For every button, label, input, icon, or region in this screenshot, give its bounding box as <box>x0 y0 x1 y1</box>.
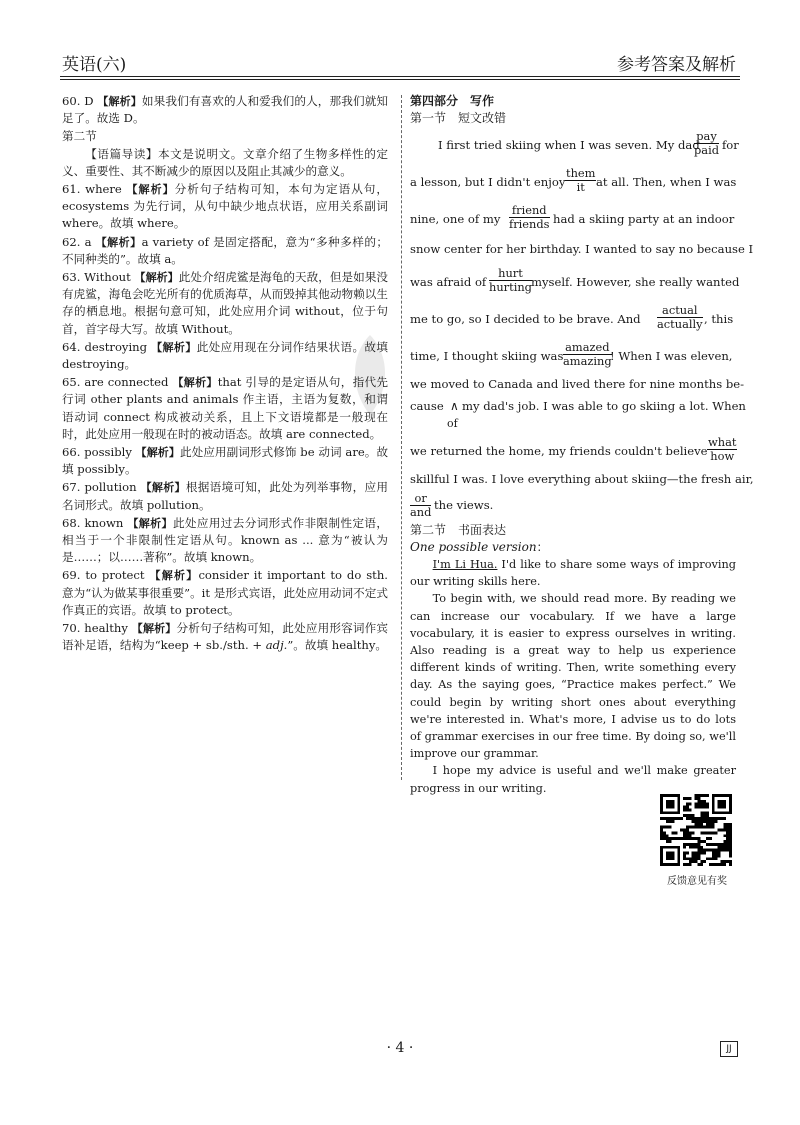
page-badge: JJ <box>720 1041 738 1057</box>
answer-entry <box>62 374 388 443</box>
analysis-tag: 【解析】 <box>127 516 173 530</box>
answer-entry <box>62 269 388 338</box>
correction-mark: what how <box>708 435 737 463</box>
answer-explanation: 此处介绍虎鲨是海龟的天敌，但是如果没有虎鲨，海龟会吃光所有的优质海草，从而毁掉其他动物赖以生存的栖息地。根据句意可知，此处应用介词 without，位于句首，首字母大写。故填 Without。 <box>62 270 389 336</box>
analysis-tag: 【解析】 <box>151 340 197 354</box>
error-correction-passage <box>410 127 754 522</box>
column-divider <box>401 95 402 780</box>
passage-line: we returned the home, my friends couldn't believe what how <box>410 435 737 463</box>
part-title: 第四部分 写作 <box>410 94 495 108</box>
passage-line: snow center for her birthday. I wanted to say no because I <box>410 242 754 256</box>
passage-line: time, I thought skiing was amazed amazing ! When I was eleven, <box>410 340 733 368</box>
sample-essay <box>410 556 736 797</box>
answer-number: 63. Without <box>62 270 131 285</box>
answer-explanation: 分析句子结构可知，此处应用形容词作宾语补足语，结构为“keep + sb./sth. + <box>62 621 388 653</box>
answer-number: 61. where <box>62 182 122 197</box>
answer-explanation: 根据语境可知，此处为列举事物，应用名词形式。故填 pollution。 <box>62 480 389 512</box>
answer-number: 67. pollution <box>62 480 137 495</box>
essay-paragraph: To begin with, we should read more. By reading we can increase our vocabulary. If we have a large vocabulary, it is easier to express ourselves in writing. Also reading is a great way to help us experience different kinds of writing. Then, write something every day. As the saying goes, “Practice makes perfect.” We could begin by writing short ones about everything we're interested in. What's more, I advise us to do lots of grammar exercises in our free time. By doing so, we'll improve our grammar. <box>410 592 736 761</box>
answer-number: 60. D <box>62 94 94 108</box>
answer-number: 69. to protect <box>62 568 145 583</box>
answer-explanation: a variety of 是固定搭配，意为“多种多样的；不同种类的”。故填 a。 <box>62 234 389 266</box>
answer-entry-60 <box>62 93 388 127</box>
page-number: · 4 · <box>386 1040 414 1056</box>
header-subtitle: 参考答案及解析 <box>617 55 736 75</box>
answer-explanation: 分析句子结构可知，本句为定语从句，ecosystems 为先行词，从句中缺少地点状语，应用关系副词 where。故填 where。 <box>62 182 389 231</box>
passage-line: or and the views. <box>410 491 494 519</box>
answer-entry <box>62 234 388 268</box>
answer-number: 65. are connected <box>62 375 169 390</box>
intro-tag: 【语篇导读】 <box>85 146 158 161</box>
passage-line: skillful I was. I love everything about skiing—the fresh air, <box>410 472 754 486</box>
answer-explanation: ”。故填 healthy。 <box>287 638 387 653</box>
qr-caption: 反馈意见有奖 <box>667 876 727 887</box>
answer-explanation: 如果我们有喜欢的人和爱我们的人，那我们就知足了。故选 D。 <box>62 94 389 126</box>
passage-line: nine, one of my friend friends had a skiing party at an indoor <box>410 203 735 231</box>
answer-number: 68. known <box>62 515 124 530</box>
header-rule <box>60 76 740 77</box>
answer-entry <box>62 181 388 233</box>
answer-number: 70. healthy <box>62 621 128 636</box>
correction-mark: them it <box>566 166 596 194</box>
header-rule-thin <box>60 79 740 80</box>
passage-line: a lesson, but I didn't enjoy them it at all. Then, when I was <box>410 166 737 194</box>
version-label: One possible version： <box>410 540 549 554</box>
intro-text: 本文是说明文。文章介绍了生物多样性的定义、重要性、其不断减少的原因以及阻止其减少的意义。 <box>62 146 388 178</box>
answer-number: 64. destroying <box>62 339 148 354</box>
answer-explanation: 此处应用副词形式修饰 be 动词 are。故填 possibly。 <box>62 445 389 477</box>
analysis-tag: 【解析】 <box>140 481 186 495</box>
answer-explanation: adj. <box>265 638 288 653</box>
answer-explanation: 此处应用现在分词作结果状语。故填 destroying。 <box>62 339 388 372</box>
analysis-tag: 【解析】 <box>134 271 179 285</box>
correction-mark: amazed amazing <box>563 340 612 368</box>
section-heading: 第一节 短文改错 <box>410 111 507 125</box>
analysis-tag: 【解析】 <box>95 235 142 249</box>
analysis-tag: 【解析】 <box>97 95 142 108</box>
correction-mark: pay paid <box>694 129 720 157</box>
passage-line: was afraid of hurt hurting myself. However, she really wanted <box>410 266 740 294</box>
analysis-tag: 【解析】 <box>172 376 218 390</box>
answer-list <box>62 181 388 654</box>
header-title: 英语(六) <box>62 55 127 75</box>
analysis-tag: 【解析】 <box>131 622 177 636</box>
answer-number: 66. possibly <box>62 445 132 460</box>
passage-line: I first tried skiing when I was seven. My dad pay paid for <box>438 129 739 157</box>
analysis-tag: 【解析】 <box>126 183 175 197</box>
answer-number: 62. a <box>62 234 92 249</box>
answer-explanation: that 引导的是定语从句，指代先行词 other plants and animals 作主语，主语为复数，和谓语动词 connect 构成被动关系，且上下文语境都是一般现在时，此处应用一般现在时的被动语态。故填 are connected。 <box>62 375 389 441</box>
passage-line: cause ∧ my dad's job. I was able to go skiing a lot. When of <box>410 399 746 430</box>
passage-line: we moved to Canada and lived there for nine months be- <box>410 377 745 391</box>
correction-mark: friend friends <box>509 203 550 231</box>
analysis-tag: 【解析】 <box>149 569 199 583</box>
correction-mark: or and <box>410 491 432 519</box>
answer-column-right <box>410 93 754 797</box>
answer-entry <box>62 567 388 619</box>
essay-paragraph: I hope my advice is useful and we'll make greater progress in our writing. <box>410 764 736 795</box>
answer-entry <box>62 339 388 373</box>
answer-entry <box>62 515 388 567</box>
insertion-caret: ∧ <box>450 399 459 413</box>
analysis-tag: 【解析】 <box>135 446 180 460</box>
answer-entry <box>62 620 388 654</box>
passage-line: me to go, so I decided to be brave. And actual actually , this <box>410 303 734 331</box>
correction-mark: actual actually <box>657 303 703 331</box>
inserted-word: of <box>447 417 458 430</box>
answer-entry <box>62 444 388 478</box>
answer-explanation: 此处应用过去分词形式作非限制性定语，相当于一个非限制性定语从句。known as ... 意为“被认为是……；以……著称”。故填 known。 <box>62 515 388 565</box>
section-heading: 第二节 书面表达 <box>410 523 507 537</box>
section-heading: 第二节 <box>62 129 97 144</box>
correction-mark: hurt hurting <box>489 266 532 294</box>
qr-code[interactable] <box>660 794 732 866</box>
essay-paragraph: I'm Li Hua. I'd like to share some ways of improving our writing skills here. <box>410 558 737 589</box>
answer-explanation: consider it important to do sth. 意为“认为做某事很重要”。it 是形式宾语，此处应用动词不定式作真正的宾语。故填 to protect。 <box>62 568 388 617</box>
passage-intro <box>62 146 388 180</box>
answer-column-left <box>62 93 388 656</box>
answer-entry <box>62 479 388 513</box>
